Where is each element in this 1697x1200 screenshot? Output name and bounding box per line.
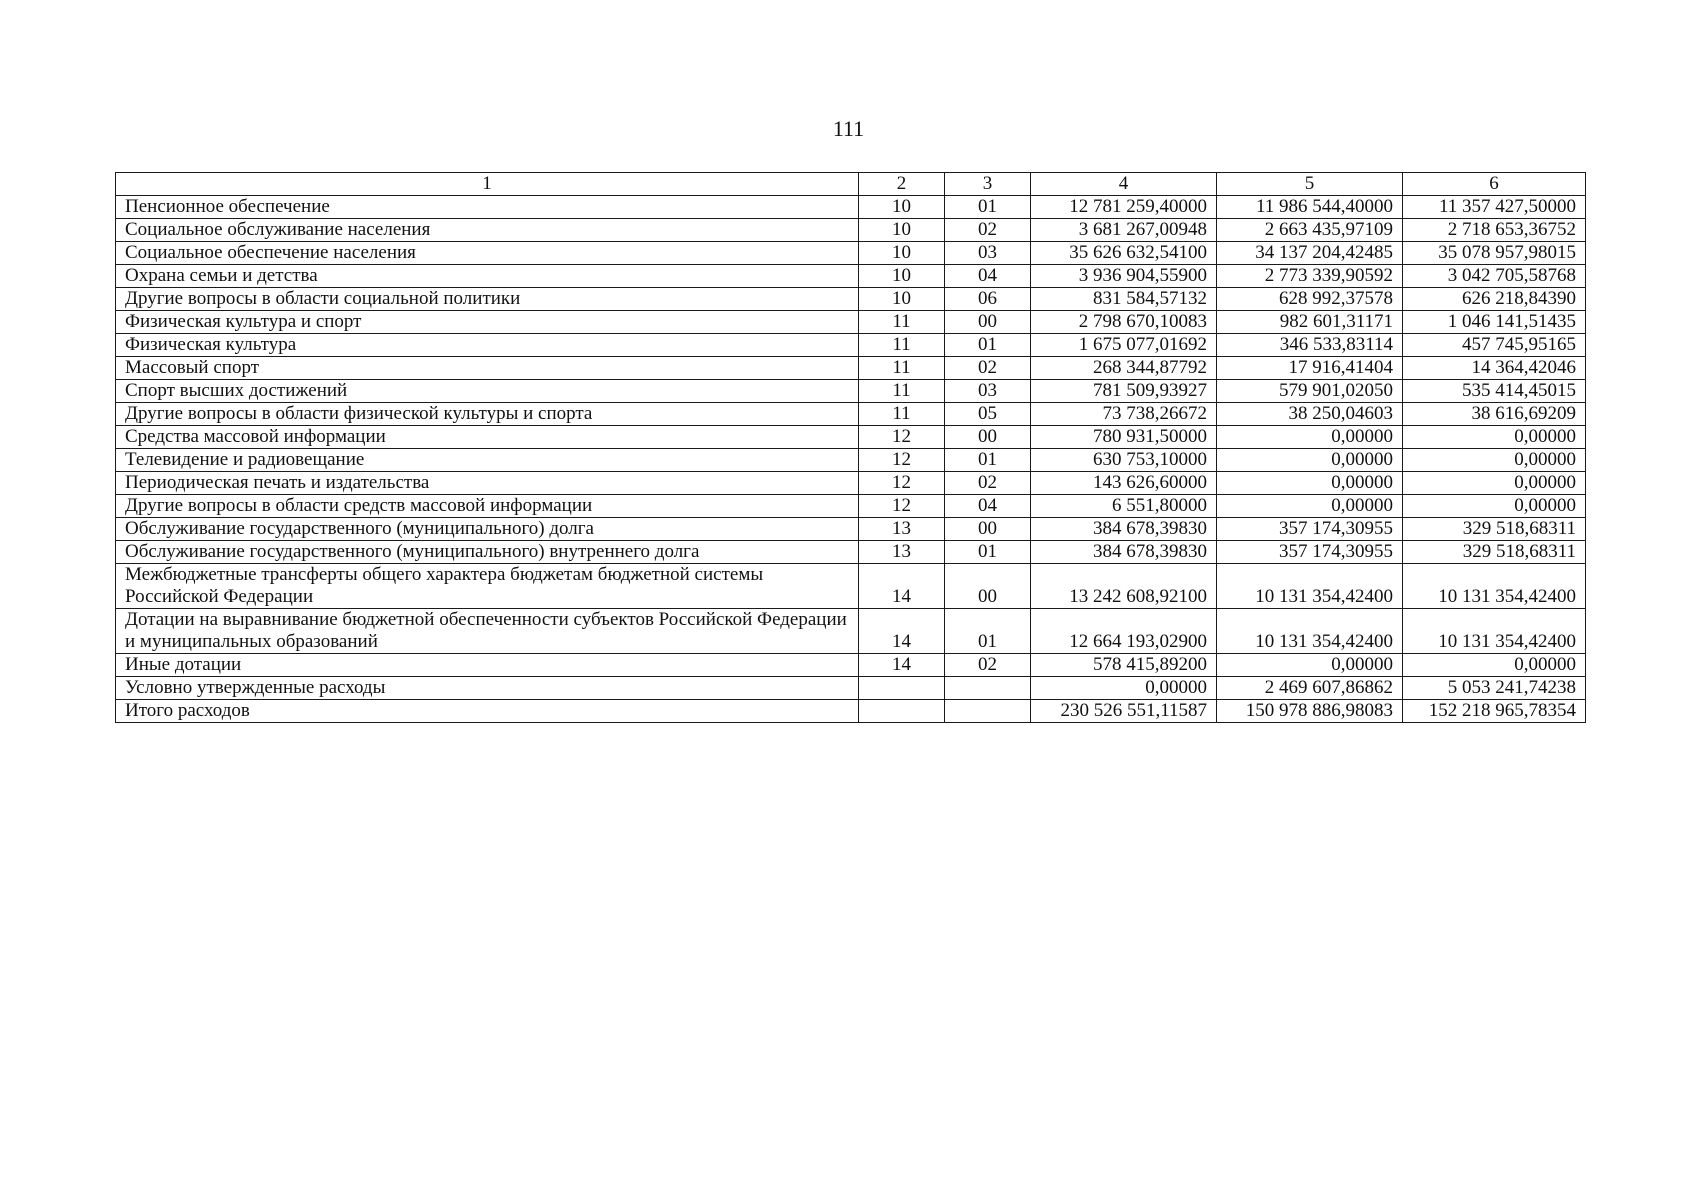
row-amount-col5-cell: 0,00000 bbox=[1217, 472, 1403, 495]
row-amount-col6-cell: 457 745,95165 bbox=[1403, 334, 1586, 357]
header-cell: 2 bbox=[859, 173, 945, 196]
row-section-cell: 13 bbox=[859, 518, 945, 541]
row-amount-col6-cell: 35 078 957,98015 bbox=[1403, 242, 1586, 265]
row-amount-col6-cell: 626 218,84390 bbox=[1403, 288, 1586, 311]
row-amount-col5-cell: 579 901,02050 bbox=[1217, 380, 1403, 403]
row-amount-col6-cell: 0,00000 bbox=[1403, 449, 1586, 472]
row-amount-col6-cell: 10 131 354,42400 bbox=[1403, 609, 1586, 654]
row-amount-col5-cell: 0,00000 bbox=[1217, 426, 1403, 449]
row-section-cell: 10 bbox=[859, 288, 945, 311]
row-section-cell: 11 bbox=[859, 403, 945, 426]
row-amount-col5-cell: 357 174,30955 bbox=[1217, 518, 1403, 541]
row-amount-col4-cell: 780 931,50000 bbox=[1031, 426, 1217, 449]
row-subsection-cell: 00 bbox=[945, 564, 1031, 609]
row-amount-col4-cell: 268 344,87792 bbox=[1031, 357, 1217, 380]
row-section-cell: 10 bbox=[859, 265, 945, 288]
row-name-cell: Межбюджетные трансферты общего характера бюджетам бюджетной системы Российской Федерации bbox=[116, 564, 859, 609]
row-amount-col6-cell: 14 364,42046 bbox=[1403, 357, 1586, 380]
table-row bbox=[116, 472, 1586, 495]
row-subsection-cell: 02 bbox=[945, 654, 1031, 677]
row-subsection-cell: 04 bbox=[945, 495, 1031, 518]
row-section-cell: 10 bbox=[859, 242, 945, 265]
row-name-cell: Другие вопросы в области физической культуры и спорта bbox=[116, 403, 859, 426]
row-amount-col4-cell: 781 509,93927 bbox=[1031, 380, 1217, 403]
table-row bbox=[116, 564, 1586, 609]
header-cell: 6 bbox=[1403, 173, 1586, 196]
row-amount-col6-cell: 11 357 427,50000 bbox=[1403, 196, 1586, 219]
row-section-cell: 11 bbox=[859, 334, 945, 357]
row-subsection-cell: 00 bbox=[945, 311, 1031, 334]
row-name-cell: Социальное обеспечение населения bbox=[116, 242, 859, 265]
table-row bbox=[116, 700, 1586, 723]
row-section-cell bbox=[859, 677, 945, 700]
table-row bbox=[116, 357, 1586, 380]
row-amount-col4-cell: 73 738,26672 bbox=[1031, 403, 1217, 426]
row-subsection-cell bbox=[945, 677, 1031, 700]
row-section-cell: 14 bbox=[859, 654, 945, 677]
row-section-cell: 14 bbox=[859, 609, 945, 654]
row-amount-col4-cell: 630 753,10000 bbox=[1031, 449, 1217, 472]
row-amount-col5-cell: 10 131 354,42400 bbox=[1217, 609, 1403, 654]
row-amount-col5-cell: 0,00000 bbox=[1217, 654, 1403, 677]
row-amount-col6-cell: 5 053 241,74238 bbox=[1403, 677, 1586, 700]
row-section-cell: 10 bbox=[859, 219, 945, 242]
row-subsection-cell: 00 bbox=[945, 518, 1031, 541]
row-amount-col5-cell: 150 978 886,98083 bbox=[1217, 700, 1403, 723]
table-row bbox=[116, 654, 1586, 677]
table-row bbox=[116, 288, 1586, 311]
row-subsection-cell: 00 bbox=[945, 426, 1031, 449]
row-amount-col5-cell: 38 250,04603 bbox=[1217, 403, 1403, 426]
row-section-cell: 11 bbox=[859, 380, 945, 403]
row-amount-col6-cell: 1 046 141,51435 bbox=[1403, 311, 1586, 334]
table-row bbox=[116, 426, 1586, 449]
header-cell: 1 bbox=[116, 173, 859, 196]
row-amount-col6-cell: 329 518,68311 bbox=[1403, 541, 1586, 564]
row-name-cell: Иные дотации bbox=[116, 654, 859, 677]
row-name-cell: Другие вопросы в области средств массовой информации bbox=[116, 495, 859, 518]
table-row bbox=[116, 242, 1586, 265]
row-section-cell: 12 bbox=[859, 472, 945, 495]
page-number: 111 bbox=[832, 116, 865, 141]
table-row bbox=[116, 334, 1586, 357]
table-row bbox=[116, 380, 1586, 403]
row-amount-col4-cell: 230 526 551,11587 bbox=[1031, 700, 1217, 723]
row-amount-col5-cell: 628 992,37578 bbox=[1217, 288, 1403, 311]
row-amount-col5-cell: 2 773 339,90592 bbox=[1217, 265, 1403, 288]
row-name-cell: Обслуживание государственного (муниципального) внутреннего долга bbox=[116, 541, 859, 564]
table-row bbox=[116, 311, 1586, 334]
row-amount-col6-cell: 0,00000 bbox=[1403, 495, 1586, 518]
row-amount-col4-cell: 384 678,39830 bbox=[1031, 518, 1217, 541]
row-amount-col5-cell: 2 469 607,86862 bbox=[1217, 677, 1403, 700]
row-amount-col4-cell: 2 798 670,10083 bbox=[1031, 311, 1217, 334]
table-header-row bbox=[116, 173, 1586, 196]
row-section-cell: 10 bbox=[859, 196, 945, 219]
row-amount-col4-cell: 12 781 259,40000 bbox=[1031, 196, 1217, 219]
row-amount-col6-cell: 535 414,45015 bbox=[1403, 380, 1586, 403]
row-amount-col5-cell: 10 131 354,42400 bbox=[1217, 564, 1403, 609]
row-subsection-cell: 02 bbox=[945, 472, 1031, 495]
row-section-cell: 11 bbox=[859, 357, 945, 380]
row-amount-col6-cell: 0,00000 bbox=[1403, 654, 1586, 677]
row-amount-col6-cell: 0,00000 bbox=[1403, 472, 1586, 495]
row-amount-col6-cell: 10 131 354,42400 bbox=[1403, 564, 1586, 609]
row-amount-col6-cell: 0,00000 bbox=[1403, 426, 1586, 449]
row-amount-col5-cell: 982 601,31171 bbox=[1217, 311, 1403, 334]
row-name-cell: Дотации на выравнивание бюджетной обеспеченности субъектов Российской Федерации и муниципальных образований bbox=[116, 609, 859, 654]
row-name-cell: Социальное обслуживание населения bbox=[116, 219, 859, 242]
table-row bbox=[116, 219, 1586, 242]
table-row bbox=[116, 609, 1586, 654]
row-name-cell: Спорт высших достижений bbox=[116, 380, 859, 403]
row-name-cell: Телевидение и радиовещание bbox=[116, 449, 859, 472]
row-subsection-cell: 02 bbox=[945, 219, 1031, 242]
row-amount-col4-cell: 3 681 267,00948 bbox=[1031, 219, 1217, 242]
row-amount-col5-cell: 0,00000 bbox=[1217, 449, 1403, 472]
row-subsection-cell: 03 bbox=[945, 242, 1031, 265]
row-section-cell bbox=[859, 700, 945, 723]
row-subsection-cell: 04 bbox=[945, 265, 1031, 288]
row-amount-col6-cell: 329 518,68311 bbox=[1403, 518, 1586, 541]
row-name-cell: Итого расходов bbox=[116, 700, 859, 723]
row-name-cell: Другие вопросы в области социальной политики bbox=[116, 288, 859, 311]
row-amount-col4-cell: 384 678,39830 bbox=[1031, 541, 1217, 564]
row-subsection-cell: 01 bbox=[945, 196, 1031, 219]
row-amount-col4-cell: 3 936 904,55900 bbox=[1031, 265, 1217, 288]
row-amount-col6-cell: 152 218 965,78354 bbox=[1403, 700, 1586, 723]
row-subsection-cell: 01 bbox=[945, 541, 1031, 564]
table-row bbox=[116, 518, 1586, 541]
row-subsection-cell: 03 bbox=[945, 380, 1031, 403]
row-subsection-cell: 01 bbox=[945, 334, 1031, 357]
row-name-cell: Средства массовой информации bbox=[116, 426, 859, 449]
table-row bbox=[116, 449, 1586, 472]
row-name-cell: Массовый спорт bbox=[116, 357, 859, 380]
row-name-cell: Физическая культура и спорт bbox=[116, 311, 859, 334]
row-subsection-cell: 01 bbox=[945, 609, 1031, 654]
row-name-cell: Охрана семьи и детства bbox=[116, 265, 859, 288]
row-amount-col5-cell: 11 986 544,40000 bbox=[1217, 196, 1403, 219]
table-row bbox=[116, 196, 1586, 219]
row-amount-col4-cell: 143 626,60000 bbox=[1031, 472, 1217, 495]
row-amount-col4-cell: 12 664 193,02900 bbox=[1031, 609, 1217, 654]
row-amount-col5-cell: 34 137 204,42485 bbox=[1217, 242, 1403, 265]
table-row bbox=[116, 495, 1586, 518]
row-amount-col4-cell: 1 675 077,01692 bbox=[1031, 334, 1217, 357]
row-name-cell: Периодическая печать и издательства bbox=[116, 472, 859, 495]
row-amount-col5-cell: 17 916,41404 bbox=[1217, 357, 1403, 380]
row-name-cell: Обслуживание государственного (муниципального) долга bbox=[116, 518, 859, 541]
row-amount-col6-cell: 38 616,69209 bbox=[1403, 403, 1586, 426]
row-amount-col6-cell: 2 718 653,36752 bbox=[1403, 219, 1586, 242]
table-row bbox=[116, 265, 1586, 288]
row-subsection-cell: 01 bbox=[945, 449, 1031, 472]
budget-expenditure-table bbox=[115, 172, 1586, 723]
row-section-cell: 14 bbox=[859, 564, 945, 609]
table-row bbox=[116, 677, 1586, 700]
header-cell: 5 bbox=[1217, 173, 1403, 196]
row-subsection-cell: 05 bbox=[945, 403, 1031, 426]
row-subsection-cell: 06 bbox=[945, 288, 1031, 311]
row-amount-col4-cell: 13 242 608,92100 bbox=[1031, 564, 1217, 609]
row-subsection-cell: 02 bbox=[945, 357, 1031, 380]
row-section-cell: 12 bbox=[859, 495, 945, 518]
row-amount-col4-cell: 6 551,80000 bbox=[1031, 495, 1217, 518]
row-section-cell: 11 bbox=[859, 311, 945, 334]
row-name-cell: Пенсионное обеспечение bbox=[116, 196, 859, 219]
row-amount-col5-cell: 2 663 435,97109 bbox=[1217, 219, 1403, 242]
row-amount-col4-cell: 0,00000 bbox=[1031, 677, 1217, 700]
row-amount-col6-cell: 3 042 705,58768 bbox=[1403, 265, 1586, 288]
row-amount-col4-cell: 578 415,89200 bbox=[1031, 654, 1217, 677]
row-amount-col4-cell: 35 626 632,54100 bbox=[1031, 242, 1217, 265]
table-row bbox=[116, 541, 1586, 564]
row-amount-col5-cell: 357 174,30955 bbox=[1217, 541, 1403, 564]
row-amount-col4-cell: 831 584,57132 bbox=[1031, 288, 1217, 311]
row-section-cell: 13 bbox=[859, 541, 945, 564]
row-section-cell: 12 bbox=[859, 426, 945, 449]
row-name-cell: Физическая культура bbox=[116, 334, 859, 357]
row-amount-col5-cell: 0,00000 bbox=[1217, 495, 1403, 518]
row-amount-col5-cell: 346 533,83114 bbox=[1217, 334, 1403, 357]
row-subsection-cell bbox=[945, 700, 1031, 723]
row-section-cell: 12 bbox=[859, 449, 945, 472]
header-cell: 3 bbox=[945, 173, 1031, 196]
table-row bbox=[116, 403, 1586, 426]
row-name-cell: Условно утвержденные расходы bbox=[116, 677, 859, 700]
header-cell: 4 bbox=[1031, 173, 1217, 196]
